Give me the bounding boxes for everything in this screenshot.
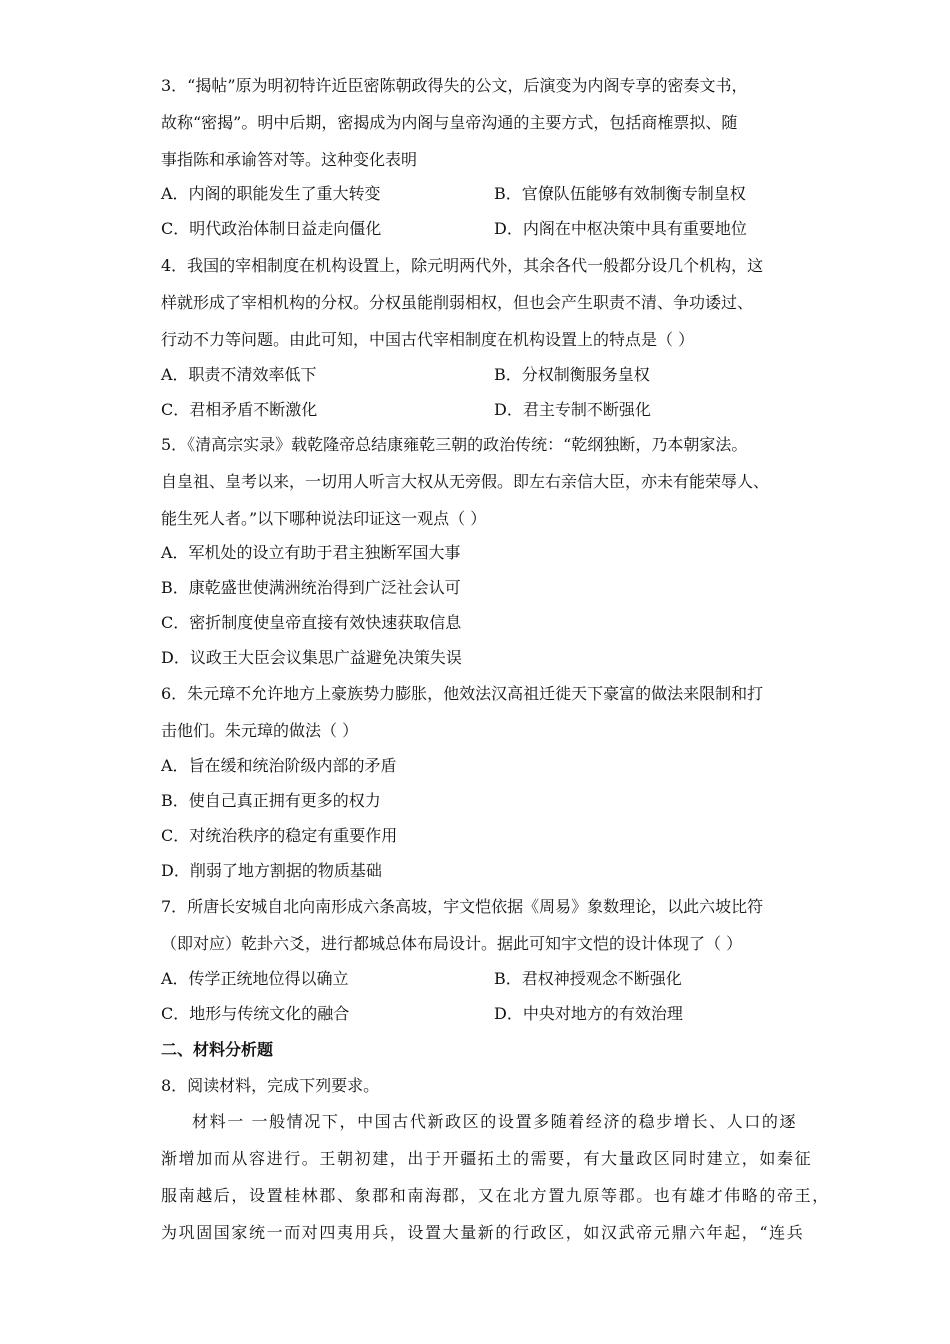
question-3-stem-line-3: 事指陈和承谕答对等。这种变化表明 — [161, 150, 418, 169]
question-5-stem-line-3: 能生死人者。”以下哪种说法印证这一观点（ ） — [161, 509, 487, 528]
question-3-option-c[interactable]: C．明代政治体制日益走向僵化 — [161, 219, 382, 238]
question-7-stem-line-1: 7．所唐长安城自北向南形成六条高坡，宇文恺依据《周易》象数理论，以此六坡比符 — [161, 897, 764, 916]
question-5-stem-line-2: 自皇祖、皇考以来，一切用人听言大权从无旁假。即左右亲信大臣，亦未有能荣辱人、 — [161, 472, 770, 491]
question-6-option-c[interactable]: C．对统治秩序的稳定有重要作用 — [161, 826, 398, 845]
section-title: 二、材料分析题 — [161, 1040, 274, 1059]
question-7-option-c[interactable]: C．地形与传统文化的融合 — [161, 1004, 350, 1023]
material-1-line-4: 为巩固国家统一而对四夷用兵，设置大量新的行政区，如汉武帝元鼎六年起，“连兵 — [161, 1223, 805, 1242]
question-3-stem-line-1: 3．“揭帖”原为明初特许近臣密陈朝政得失的公文，后演变为内阁专享的密奏文书， — [161, 76, 748, 95]
material-1-line-2: 渐增加而从容进行。王朝初建，出于开疆拓土的需要，有大量政区同时建立，如秦征 — [161, 1149, 813, 1168]
question-4-stem-line-1: 4．我国的宰相制度在机构设置上，除元明两代外，其余各代一般都分设几个机构，这 — [161, 256, 764, 275]
question-5-option-c[interactable]: C．密折制度使皇帝直接有效快速获取信息 — [161, 613, 462, 632]
question-5-option-d[interactable]: D．议政王大臣会议集思广益避免决策失误 — [161, 648, 462, 667]
question-4-option-d[interactable]: D．君主专制不断强化 — [494, 400, 651, 419]
question-3-option-b[interactable]: B．官僚队伍能够有效制衡专制皇权 — [494, 184, 746, 203]
question-5-option-a[interactable]: A．军机处的设立有助于君主独断军国大事 — [161, 543, 461, 562]
question-3-option-a[interactable]: A．内阁的职能发生了重大转变 — [161, 184, 381, 203]
question-4-stem-line-2: 样就形成了宰相机构的分权。分权虽能削弱相权，但也会产生职责不清、争功诿过、 — [161, 293, 754, 312]
material-1-line-1: 材料一 一般情况下，中国古代新政区的设置多随着经济的稳步增长、人口的逐 — [192, 1112, 798, 1131]
question-8-stem: 8．阅读材料，完成下列要求。 — [161, 1076, 380, 1095]
question-3-stem-line-2: 故称“密揭”。明中后期，密揭成为内阁与皇帝沟通的主要方式，包括商榷票拟、随 — [161, 113, 738, 132]
question-6-stem-line-2: 击他们。朱元璋的做法（ ） — [161, 721, 359, 740]
question-4-option-c[interactable]: C．君相矛盾不断激化 — [161, 400, 318, 419]
question-7-option-a[interactable]: A．传学正统地位得以确立 — [161, 969, 349, 988]
question-6-option-b[interactable]: B．使自己真正拥有更多的权力 — [161, 791, 381, 810]
question-7-stem-line-2: （即对应）乾卦六爻，进行都城总体布局设计。据此可知宇文恺的设计体现了（ ） — [161, 934, 743, 953]
question-7-option-b[interactable]: B．君权神授观念不断强化 — [494, 969, 682, 988]
question-7-option-d[interactable]: D．中央对地方的有效治理 — [494, 1004, 683, 1023]
question-6-option-a[interactable]: A．旨在缓和统治阶级内部的矛盾 — [161, 756, 397, 775]
question-6-option-d[interactable]: D．削弱了地方割据的物质基础 — [161, 861, 382, 880]
question-4-option-a[interactable]: A．职责不清效率低下 — [161, 365, 317, 384]
question-3-option-d[interactable]: D．内阁在中枢决策中具有重要地位 — [494, 219, 747, 238]
material-1-line-3: 服南越后，设置桂林郡、象郡和南海郡，又在北方置九原等郡。也有雄才伟略的帝王， — [161, 1186, 830, 1205]
question-5-stem-line-1: 5．《清高宗实录》载乾隆帝总结康雍乾三朝的政治传统：“乾纲独断，乃本朝家法。 — [161, 435, 748, 454]
question-5-option-b[interactable]: B．康乾盛世使满洲统治得到广泛社会认可 — [161, 578, 461, 597]
question-4-option-b[interactable]: B．分权制衡服务皇权 — [494, 365, 650, 384]
question-4-stem-line-3: 行动不力等问题。由此可知，中国古代宰相制度在机构设置上的特点是（ ） — [161, 330, 695, 349]
question-6-stem-line-1: 6．朱元璋不允许地方上豪族势力膨胀，他效法汉高祖迁徙天下豪富的做法来限制和打 — [161, 684, 764, 703]
